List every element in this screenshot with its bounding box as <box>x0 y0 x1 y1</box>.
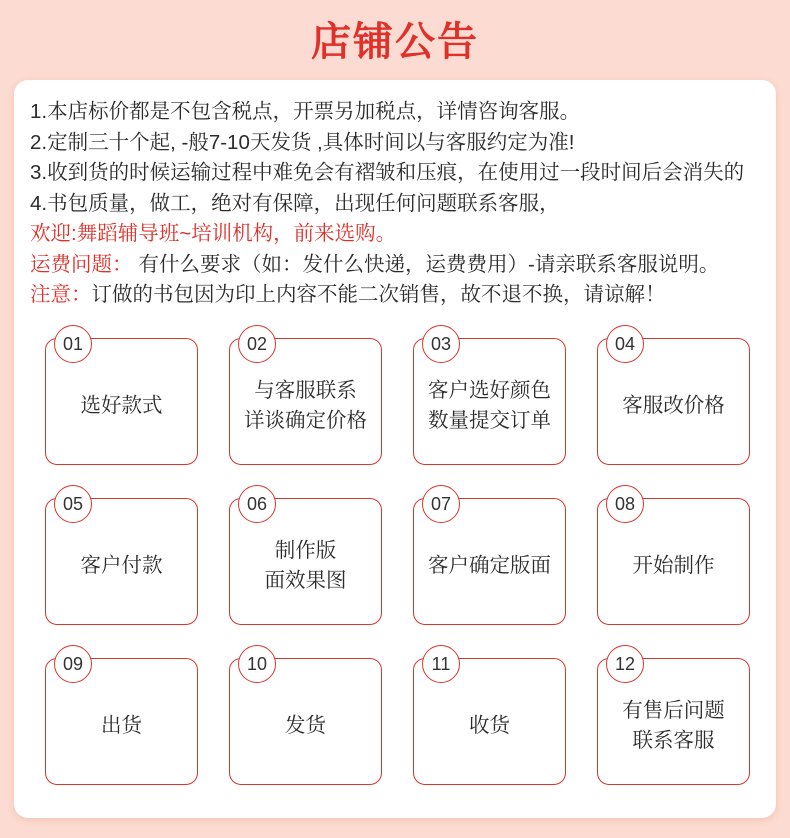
step-card <box>229 493 382 625</box>
step-text: 开始制作 <box>632 553 715 577</box>
step-card <box>45 493 198 625</box>
notice-card <box>14 80 776 818</box>
notice-label: 注意： <box>30 283 92 306</box>
welcome-line: 欢迎:舞蹈辅导班~培训机构，前来选购。 <box>30 222 397 245</box>
step-card <box>597 493 750 625</box>
shipping-notice-line <box>30 250 770 281</box>
step-number-badge: 01 <box>54 325 92 363</box>
step-number-badge: 10 <box>238 645 276 683</box>
step-card <box>413 493 566 625</box>
step-text: 客服改价格 <box>622 393 725 417</box>
process-steps <box>45 333 750 785</box>
step-text: 详谈确定价格 <box>244 408 367 432</box>
notice-line: 4.书包质量，做工，绝对有保障，出现任何问题联系客服， <box>30 191 560 215</box>
step-text: 有售后问题 <box>622 698 725 722</box>
attention-notice-line <box>30 280 770 311</box>
step-text: 出货 <box>101 713 142 737</box>
step-text: 数量提交订单 <box>428 408 551 432</box>
step-card <box>597 333 750 465</box>
notice-text: 订做的书包因为印上内容不能二次销售，故不退不换，请谅解！ <box>91 283 666 306</box>
step-text: 与客服联系 <box>254 378 357 402</box>
step-text: 发货 <box>285 713 326 737</box>
step-text: 收货 <box>469 713 510 737</box>
notice-line: 1.本店标价都是不包含税点，开票另加税点，详情咨询客服。 <box>30 100 581 123</box>
notice-text: 有什么要求（如：发什么快递，运费费用）-请亲联系客服说明。 <box>138 252 720 276</box>
notice-line: 2.定制三十个起, -般7-10天发货 ,具体时间以与客服约定为准! <box>30 130 575 154</box>
step-text: 客户确定版面 <box>428 553 551 577</box>
step-number-badge: 12 <box>606 645 644 683</box>
step-card <box>45 333 198 465</box>
notice-list <box>30 97 770 311</box>
step-text: 客户付款 <box>80 553 163 577</box>
page-title: 店铺公告 <box>311 20 479 64</box>
notice-label: 运费问题： <box>30 252 133 276</box>
step-number-badge: 02 <box>238 325 276 363</box>
step-number-badge: 07 <box>422 485 460 523</box>
step-number-badge: 04 <box>606 325 644 363</box>
step-number-badge: 03 <box>422 325 460 363</box>
step-number-badge: 11 <box>422 645 460 683</box>
step-card <box>413 333 566 465</box>
step-number-badge: 08 <box>606 485 644 523</box>
step-card <box>597 653 750 785</box>
step-card <box>413 653 566 785</box>
step-text: 客户选好颜色 <box>428 378 551 402</box>
notice-line: 3.收到货的时候运输过程中难免会有褶皱和压痕，在使用过一段时间后会消失的 <box>30 161 745 184</box>
step-text: 联系客服 <box>632 728 715 752</box>
step-number-badge: 09 <box>54 645 92 683</box>
step-number-badge: 05 <box>54 485 92 523</box>
step-text: 选好款式 <box>80 393 163 417</box>
step-text: 面效果图 <box>264 568 347 592</box>
step-number-badge: 06 <box>238 485 276 523</box>
step-text: 制作版 <box>274 538 337 562</box>
step-card <box>45 653 198 785</box>
step-card <box>229 333 382 465</box>
step-card <box>229 653 382 785</box>
